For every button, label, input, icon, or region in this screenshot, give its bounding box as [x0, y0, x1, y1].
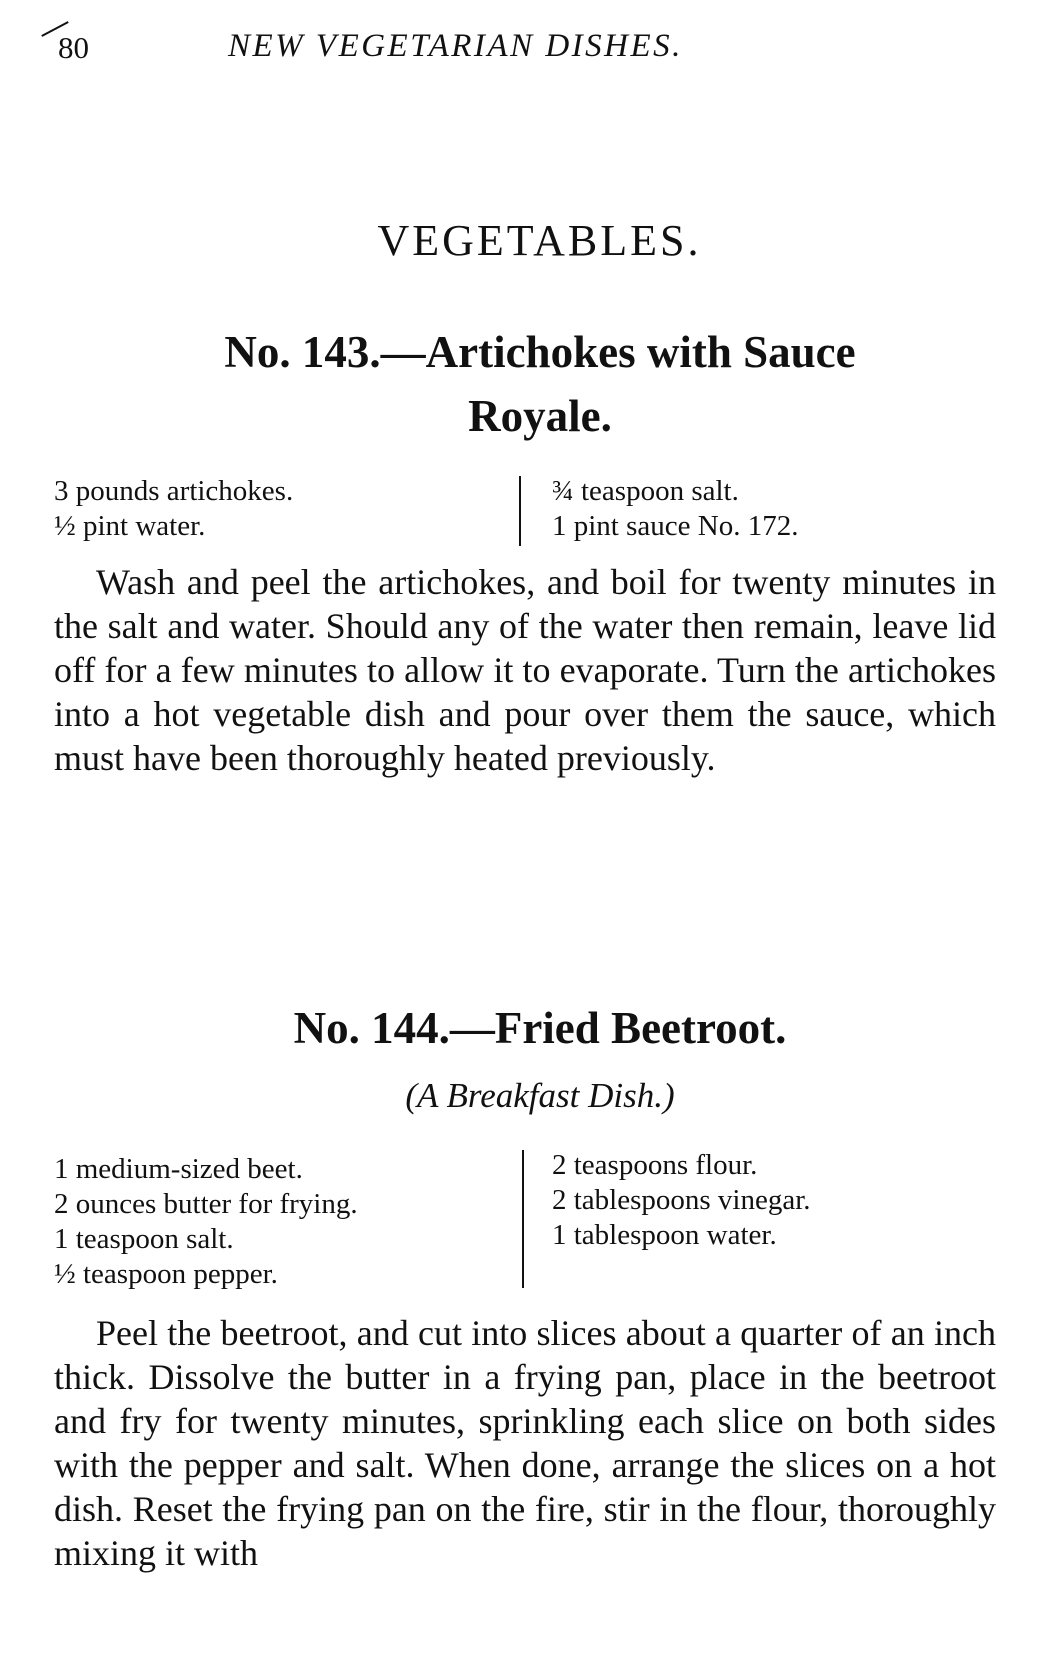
ingredient-item: ½ pint water.: [54, 510, 206, 542]
ingredient-item: 1 pint sauce No. 172.: [552, 510, 799, 542]
running-title: NEW VEGETARIAN DISHES.: [228, 28, 683, 64]
recipe-143-title-line2: Royale.: [468, 391, 612, 441]
recipe-143-directions: Wash and peel the artichokes, and boil for twenty minutes in the salt and water. Should any of the water then remain, leave lid off for a few minutes to allow it to evaporate. Turn the artichokes into a hot vegetable dish and pour over them the sauce, which must have been thoroughly heated previously.: [54, 562, 996, 778]
recipe-143-ingredients: [54, 474, 1004, 554]
ingredients-left-column: [54, 474, 293, 544]
ingredients-right-column: [552, 474, 798, 544]
ingredients-divider: [519, 476, 521, 546]
ingredient-item: 2 teaspoons flour.: [552, 1149, 758, 1181]
ingredients-divider: [522, 1150, 524, 1288]
recipe-144-ingredients: [54, 1148, 1004, 1298]
page-number: 80: [58, 30, 89, 65]
recipe-143-title: [60, 320, 1020, 448]
ingredient-item: 2 ounces butter for frying.: [54, 1188, 358, 1220]
ingredients-left-column: [54, 1152, 358, 1292]
ingredient-item: ½ teaspoon pepper.: [54, 1258, 278, 1290]
section-title: VEGETABLES.: [377, 216, 702, 265]
recipe-144-title: No. 144.—Fried Beetroot.: [293, 1003, 787, 1053]
ingredient-item: ¾ teaspoon salt.: [552, 475, 739, 507]
ingredient-item: 1 medium-sized beet.: [54, 1153, 303, 1185]
recipe-143-title-line1: No. 143.—Artichokes with Sauce: [224, 327, 856, 377]
page-header: [0, 22, 1039, 72]
recipe-144-directions: Peel the beetroot, and cut into slices about a quarter of an inch thick. Dissolve the butter in a frying pan, place in the beetroot and fry for twenty minutes, sprinkling each slice on both sides with the pepper and salt. When done, arrange the slices on a hot dish. Reset the frying pan on the fire, stir in the flour, thoroughly mixing it with: [54, 1313, 996, 1573]
ingredient-item: 2 tablespoons vinegar.: [552, 1184, 811, 1216]
ingredient-item: 1 tablespoon water.: [552, 1219, 777, 1251]
recipe-144-subtitle: (A Breakfast Dish.): [405, 1076, 675, 1115]
ingredient-item: 1 teaspoon salt.: [54, 1223, 234, 1255]
ingredient-item: 3 pounds artichokes.: [54, 475, 294, 507]
ingredients-right-column: [552, 1148, 811, 1253]
